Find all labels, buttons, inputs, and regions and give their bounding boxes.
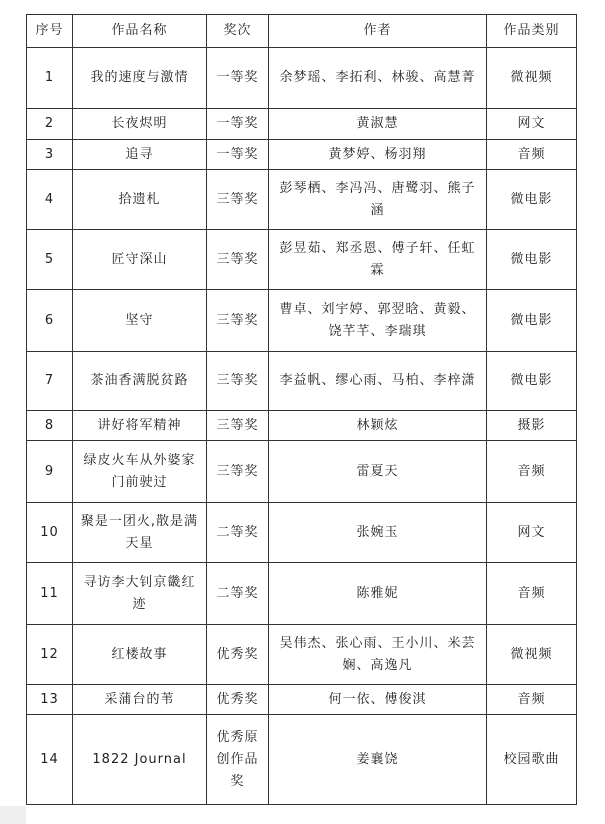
cell-category: 微电影	[487, 170, 577, 230]
header-no: 序号	[27, 15, 73, 48]
header-title: 作品名称	[73, 15, 207, 48]
cell-no: 5	[27, 230, 73, 290]
header-row	[27, 15, 577, 48]
table-row	[27, 230, 577, 290]
cell-title: 采蒲台的苇	[73, 685, 207, 715]
cell-category: 微视频	[487, 625, 577, 685]
cell-authors: 雷夏天	[269, 441, 487, 503]
cell-no: 13	[27, 685, 73, 715]
table-body	[27, 48, 577, 805]
cell-authors: 余梦瑶、李拓利、林骏、高慧菁	[269, 48, 487, 109]
cell-authors: 黄淑慧	[269, 109, 487, 140]
table-row	[27, 685, 577, 715]
table-row	[27, 140, 577, 170]
header-category: 作品类别	[487, 15, 577, 48]
cell-authors: 陈雅妮	[269, 563, 487, 625]
cell-no: 9	[27, 441, 73, 503]
cell-award: 二等奖	[207, 503, 269, 563]
cell-authors: 彭琴栖、李冯冯、唐鹭羽、熊子涵	[269, 170, 487, 230]
cell-authors: 黄梦婷、杨羽翔	[269, 140, 487, 170]
cell-authors: 何一依、傅俊淇	[269, 685, 487, 715]
cell-category: 微电影	[487, 352, 577, 411]
cell-award: 二等奖	[207, 563, 269, 625]
cell-award: 三等奖	[207, 290, 269, 352]
cell-title: 匠守深山	[73, 230, 207, 290]
cell-award: 三等奖	[207, 441, 269, 503]
cell-title: 长夜烬明	[73, 109, 207, 140]
table-row	[27, 503, 577, 563]
cell-title: 拾遗札	[73, 170, 207, 230]
cell-no: 3	[27, 140, 73, 170]
cell-no: 7	[27, 352, 73, 411]
cell-award: 优秀奖	[207, 685, 269, 715]
cell-category: 校园歌曲	[487, 715, 577, 805]
cell-authors: 张婉玉	[269, 503, 487, 563]
cell-no: 8	[27, 411, 73, 441]
cell-title: 讲好将军精神	[73, 411, 207, 441]
cell-category: 网文	[487, 109, 577, 140]
table-row	[27, 290, 577, 352]
header-authors: 作者	[269, 15, 487, 48]
cell-category: 音频	[487, 563, 577, 625]
cell-no: 6	[27, 290, 73, 352]
cell-award: 一等奖	[207, 140, 269, 170]
cell-authors: 彭昱茹、郑丞恩、傅子轩、任虹霖	[269, 230, 487, 290]
page-corner-shade	[0, 806, 26, 824]
cell-no: 4	[27, 170, 73, 230]
cell-no: 10	[27, 503, 73, 563]
cell-category: 微电影	[487, 230, 577, 290]
cell-category: 摄影	[487, 411, 577, 441]
table-row	[27, 48, 577, 109]
cell-authors: 李益帆、缪心雨、马柏、李梓潇	[269, 352, 487, 411]
cell-title: 1822 Journal	[73, 715, 207, 805]
table-row	[27, 625, 577, 685]
cell-category: 音频	[487, 685, 577, 715]
cell-category: 微电影	[487, 290, 577, 352]
cell-no: 2	[27, 109, 73, 140]
table-row	[27, 411, 577, 441]
cell-authors: 曹卓、刘宇婷、郭翌晗、黄毅、饶芊芊、李瑞琪	[269, 290, 487, 352]
cell-title: 坚守	[73, 290, 207, 352]
cell-award: 三等奖	[207, 411, 269, 441]
cell-authors: 吴伟杰、张心雨、王小川、米芸娴、高逸凡	[269, 625, 487, 685]
table-row	[27, 109, 577, 140]
cell-award: 优秀奖	[207, 625, 269, 685]
cell-no: 11	[27, 563, 73, 625]
table-row	[27, 563, 577, 625]
cell-title: 绿皮火车从外婆家门前驶过	[73, 441, 207, 503]
cell-award: 一等奖	[207, 48, 269, 109]
cell-award: 优秀原创作品奖	[207, 715, 269, 805]
table-row	[27, 170, 577, 230]
header-award: 奖次	[207, 15, 269, 48]
cell-no: 14	[27, 715, 73, 805]
cell-title: 追寻	[73, 140, 207, 170]
table-row	[27, 715, 577, 805]
cell-no: 12	[27, 625, 73, 685]
cell-award: 三等奖	[207, 352, 269, 411]
cell-award: 三等奖	[207, 230, 269, 290]
table-row	[27, 441, 577, 503]
table-header	[27, 15, 577, 48]
cell-title: 红楼故事	[73, 625, 207, 685]
cell-award: 三等奖	[207, 170, 269, 230]
cell-title: 聚是一团火,散是满天星	[73, 503, 207, 563]
cell-title: 茶油香满脱贫路	[73, 352, 207, 411]
cell-title: 我的速度与激情	[73, 48, 207, 109]
cell-no: 1	[27, 48, 73, 109]
cell-category: 音频	[487, 140, 577, 170]
cell-authors: 姜襄饶	[269, 715, 487, 805]
cell-award: 一等奖	[207, 109, 269, 140]
cell-title: 寻访李大钊京畿红迹	[73, 563, 207, 625]
cell-category: 音频	[487, 441, 577, 503]
table-row	[27, 352, 577, 411]
cell-category: 网文	[487, 503, 577, 563]
cell-category: 微视频	[487, 48, 577, 109]
awards-table	[26, 14, 577, 805]
cell-authors: 林颖炫	[269, 411, 487, 441]
